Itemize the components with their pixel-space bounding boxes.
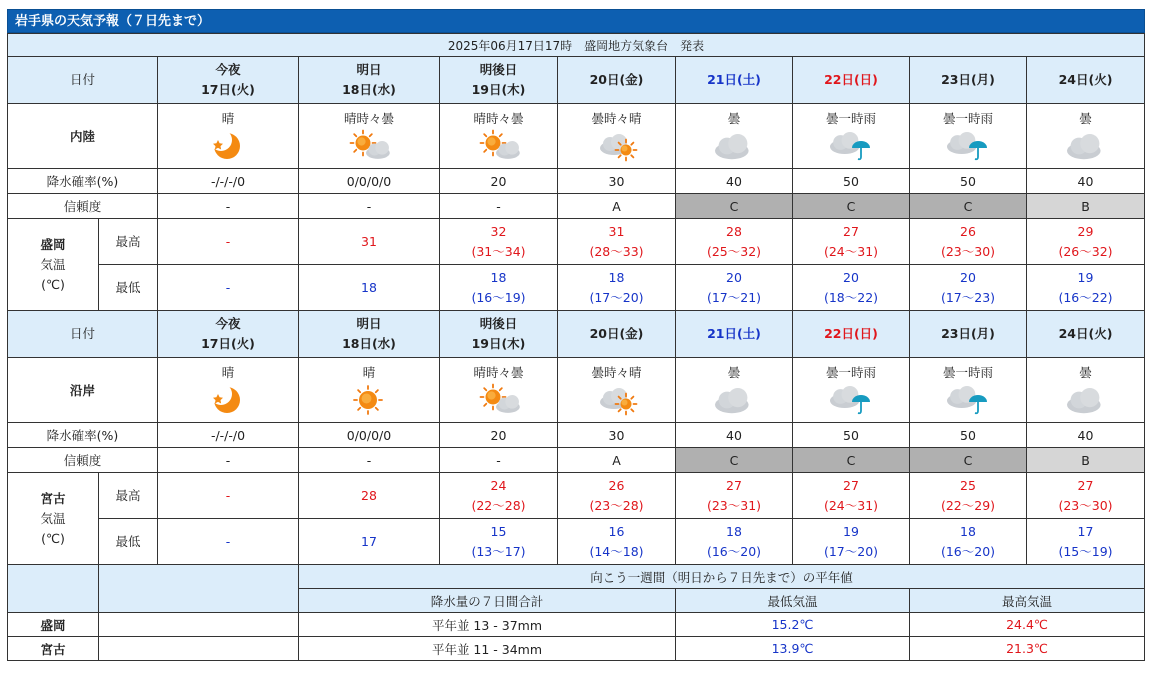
forecast-panel <box>7 9 1145 661</box>
reliability-value: C <box>793 194 910 219</box>
max-temp: 31 <box>361 233 377 249</box>
min-temp-range: (17～20) <box>589 289 644 305</box>
day-label: 明日 <box>356 62 382 77</box>
reliability-value: - <box>299 448 440 473</box>
day-date: 18日(水) <box>342 336 396 351</box>
max-label: 最高 <box>99 219 158 265</box>
sun-cloud-icon <box>346 128 392 164</box>
day-date: 17日(火) <box>201 336 255 351</box>
cloud-rain-icon <box>828 382 874 418</box>
day-header <box>793 311 910 358</box>
day-label: 24日(火) <box>1058 72 1113 87</box>
max-temp-range: (22～28) <box>471 497 526 513</box>
min-temp-cell <box>910 519 1027 565</box>
reliability-value: - <box>440 194 558 219</box>
min-temp-cell <box>793 265 910 311</box>
min-temp: 20 <box>960 269 976 285</box>
normals-city: 宮古 <box>8 637 99 661</box>
max-temp-cell <box>793 219 910 265</box>
normals-empty <box>99 613 299 637</box>
min-temp: 18 <box>726 523 742 539</box>
city-temp-label <box>8 219 99 311</box>
issued-info: 2025年06月17日17時 盛岡地方気象台 発表 <box>8 34 1145 57</box>
pop-label: 降水確率(%) <box>8 423 158 448</box>
max-temp-cell <box>158 219 299 265</box>
normals-min: 15.2℃ <box>676 613 910 637</box>
min-temp-range: (18～22) <box>823 289 879 305</box>
temp-label: 気温 <box>40 256 66 272</box>
max-temp-cell <box>558 473 676 519</box>
day-label: 23日(月) <box>941 326 995 341</box>
weather-text: 晴時々曇 <box>343 111 394 126</box>
min-temp-range: (14～18) <box>589 543 644 559</box>
weather-cell <box>558 104 676 169</box>
day-header <box>793 57 910 104</box>
max-temp-cell <box>440 219 558 265</box>
max-temp-range: (26～32) <box>1058 243 1113 259</box>
pop-value: 50 <box>910 423 1027 448</box>
min-temp: 16 <box>608 523 625 539</box>
min-temp: 18 <box>960 523 976 539</box>
day-label: 20日(金) <box>589 326 644 341</box>
max-temp-cell <box>158 473 299 519</box>
weather-text: 曇一時雨 <box>942 365 993 380</box>
min-temp-cell <box>158 265 299 311</box>
normals-max: 24.4℃ <box>910 613 1145 637</box>
pop-value: 0/0/0/0 <box>299 423 440 448</box>
max-temp-cell <box>1027 473 1145 519</box>
min-temp-cell <box>299 265 440 311</box>
min-temp-cell <box>676 519 793 565</box>
max-temp-cell <box>793 473 910 519</box>
max-temp: 27 <box>726 477 742 493</box>
pop-value: 40 <box>676 423 793 448</box>
min-label: 最低 <box>99 265 158 311</box>
min-temp: 19 <box>843 523 859 539</box>
cloud-icon <box>711 382 757 418</box>
min-temp-range: (17～23) <box>940 289 996 305</box>
min-temp: 18 <box>361 279 377 295</box>
min-temp-range: (17～21) <box>706 289 762 305</box>
panel-title: 岩手県の天気予報（７日先まで） <box>7 9 1145 33</box>
min-temp-range: (17～20) <box>823 543 879 559</box>
weather-text: 曇 <box>1079 111 1092 126</box>
day-date: 19日(木) <box>471 82 526 97</box>
pop-value: 30 <box>558 423 676 448</box>
min-temp-range: (16～19) <box>471 289 526 305</box>
day-header <box>910 311 1027 358</box>
day-header <box>440 57 558 104</box>
min-label: 最低 <box>99 519 158 565</box>
temp-label: 気温 <box>40 510 66 526</box>
min-temp: 18 <box>608 269 625 285</box>
min-temp-range: (13～17) <box>471 543 526 559</box>
weather-cell <box>558 358 676 423</box>
sun-cloud-icon <box>476 128 522 164</box>
pop-value: 20 <box>440 423 558 448</box>
cloud-icon <box>711 128 757 164</box>
day-label: 明後日 <box>479 316 518 331</box>
weather-text: 曇時々晴 <box>591 365 642 380</box>
cloud-rain-icon <box>945 382 991 418</box>
weather-cell <box>440 358 558 423</box>
pop-value: -/-/-/0 <box>158 169 299 194</box>
city-name: 宮古 <box>40 490 66 506</box>
reliability-value: C <box>910 448 1027 473</box>
cloud-sun-icon <box>594 382 640 418</box>
day-label: 21日(土) <box>707 326 761 341</box>
weather-text: 晴 <box>221 365 235 380</box>
weather-cell <box>910 358 1027 423</box>
date-header-label: 日付 <box>8 57 158 104</box>
day-header <box>158 57 299 104</box>
max-temp-range: (24～31) <box>823 497 879 513</box>
weather-text: 曇一時雨 <box>942 111 993 126</box>
day-header <box>299 311 440 358</box>
moon-icon <box>205 382 251 418</box>
max-temp: - <box>225 233 231 249</box>
min-temp-cell <box>440 519 558 565</box>
pop-value: 40 <box>1027 423 1145 448</box>
day-header <box>1027 311 1145 358</box>
max-temp-range: (25～32) <box>706 243 762 259</box>
max-temp: 31 <box>608 223 625 239</box>
day-header <box>558 311 676 358</box>
reliability-value: B <box>1027 194 1145 219</box>
day-header <box>910 57 1027 104</box>
pop-value: 50 <box>793 423 910 448</box>
min-temp: 18 <box>490 269 507 285</box>
pop-value: 40 <box>1027 169 1145 194</box>
forecast-table <box>7 33 1145 661</box>
normals-blank <box>99 565 299 613</box>
reliability-value: - <box>299 194 440 219</box>
normals-caption: 向こう一週間（明日から７日先まで）の平年値 <box>299 565 1145 589</box>
min-temp-cell <box>793 519 910 565</box>
city-temp-label <box>8 473 99 565</box>
day-date: 18日(水) <box>342 82 396 97</box>
temp-unit: (℃) <box>41 276 65 292</box>
normals-precip: 平年並 13 - 37mm <box>299 613 676 637</box>
min-temp: 20 <box>726 269 742 285</box>
city-name: 盛岡 <box>40 236 66 252</box>
max-temp-cell <box>558 219 676 265</box>
max-temp-range: (28～33) <box>589 243 644 259</box>
day-label: 今夜 <box>215 62 241 77</box>
max-temp: 24 <box>490 477 507 493</box>
max-temp-range: (23～31) <box>706 497 762 513</box>
normals-city: 盛岡 <box>8 613 99 637</box>
pop-value: -/-/-/0 <box>158 423 299 448</box>
reliability-label: 信頼度 <box>8 448 158 473</box>
max-temp: 26 <box>960 223 976 239</box>
min-temp: - <box>225 533 231 549</box>
normals-min: 13.9℃ <box>676 637 910 661</box>
reliability-value: - <box>158 448 299 473</box>
weather-cell <box>793 358 910 423</box>
cloud-rain-icon <box>945 128 991 164</box>
day-date: 19日(木) <box>471 336 526 351</box>
min-temp: 15 <box>490 523 507 539</box>
max-temp-cell <box>676 473 793 519</box>
weather-cell <box>299 104 440 169</box>
reliability-value: C <box>676 448 793 473</box>
weather-text: 曇 <box>727 365 741 380</box>
max-temp-range: (23～30) <box>940 243 996 259</box>
weather-cell <box>158 104 299 169</box>
min-temp-cell <box>910 265 1027 311</box>
max-temp-range: (22～29) <box>940 497 996 513</box>
cloud-sun-icon <box>594 128 640 164</box>
min-temp-range: (15～19) <box>1058 543 1113 559</box>
min-temp-cell <box>558 519 676 565</box>
weather-text: 曇 <box>1079 365 1092 380</box>
pop-value: 20 <box>440 169 558 194</box>
reliability-value: C <box>676 194 793 219</box>
weather-cell <box>158 358 299 423</box>
normals-min-header: 最低気温 <box>676 589 910 613</box>
min-temp: - <box>225 279 231 295</box>
reliability-value: B <box>1027 448 1145 473</box>
min-temp: 17 <box>1077 523 1094 539</box>
day-label: 24日(火) <box>1058 326 1113 341</box>
normals-empty <box>99 637 299 661</box>
max-temp: 25 <box>960 477 976 493</box>
max-temp-range: (23～30) <box>1058 497 1113 513</box>
normals-precip-header: 降水量の７日間合計 <box>299 589 676 613</box>
day-label: 20日(金) <box>589 72 644 87</box>
max-label: 最高 <box>99 473 158 519</box>
day-header <box>158 311 299 358</box>
day-header <box>676 57 793 104</box>
day-label: 23日(月) <box>941 72 995 87</box>
moon-icon <box>205 128 251 164</box>
day-label: 22日(日) <box>824 326 878 341</box>
min-temp-range: (16～22) <box>1058 289 1113 305</box>
min-temp-cell <box>676 265 793 311</box>
max-temp-range: (24～31) <box>823 243 879 259</box>
max-temp: 29 <box>1077 223 1094 239</box>
weather-cell <box>440 104 558 169</box>
cloud-rain-icon <box>828 128 874 164</box>
day-header <box>299 57 440 104</box>
pop-label: 降水確率(%) <box>8 169 158 194</box>
min-temp-cell <box>299 519 440 565</box>
weather-text: 晴 <box>221 111 235 126</box>
weather-text: 晴時々曇 <box>473 365 524 380</box>
max-temp: 27 <box>1077 477 1094 493</box>
weather-text: 晴 <box>362 365 376 380</box>
max-temp-cell <box>299 219 440 265</box>
sun-icon <box>346 382 392 418</box>
pop-value: 50 <box>910 169 1027 194</box>
weather-cell <box>676 104 793 169</box>
max-temp: 27 <box>843 223 859 239</box>
weather-cell <box>1027 358 1145 423</box>
weather-cell <box>676 358 793 423</box>
max-temp-cell <box>1027 219 1145 265</box>
region-label: 内陸 <box>8 104 158 169</box>
reliability-value: - <box>158 194 299 219</box>
weather-cell <box>299 358 440 423</box>
reliability-value: C <box>910 194 1027 219</box>
max-temp-cell <box>910 219 1027 265</box>
pop-value: 30 <box>558 169 676 194</box>
weather-cell <box>1027 104 1145 169</box>
day-label: 22日(日) <box>824 72 878 87</box>
min-temp: 17 <box>361 533 377 549</box>
weather-cell <box>793 104 910 169</box>
date-header-label: 日付 <box>8 311 158 358</box>
min-temp-cell <box>1027 265 1145 311</box>
weather-text: 曇 <box>727 111 741 126</box>
max-temp-cell <box>440 473 558 519</box>
day-header <box>676 311 793 358</box>
day-label: 今夜 <box>215 316 241 331</box>
cloud-icon <box>1063 382 1109 418</box>
max-temp: 32 <box>490 223 507 239</box>
max-temp-cell <box>299 473 440 519</box>
max-temp: 28 <box>361 487 377 503</box>
day-header <box>440 311 558 358</box>
normals-precip: 平年並 11 - 34mm <box>299 637 676 661</box>
day-header <box>1027 57 1145 104</box>
min-temp-cell <box>440 265 558 311</box>
weather-text: 曇一時雨 <box>825 111 876 126</box>
weather-cell <box>910 104 1027 169</box>
min-temp: 19 <box>1077 269 1094 285</box>
reliability-value: A <box>558 194 676 219</box>
day-date: 17日(火) <box>201 82 255 97</box>
sun-cloud-icon <box>476 382 522 418</box>
pop-value: 50 <box>793 169 910 194</box>
pop-value: 40 <box>676 169 793 194</box>
max-temp-cell <box>910 473 1027 519</box>
weather-text: 曇時々晴 <box>591 111 642 126</box>
normals-max-header: 最高気温 <box>910 589 1145 613</box>
day-label: 明後日 <box>479 62 518 77</box>
max-temp-range: (23～28) <box>589 497 644 513</box>
max-temp-range: (31～34) <box>471 243 526 259</box>
min-temp-cell <box>558 265 676 311</box>
min-temp-cell <box>158 519 299 565</box>
weather-text: 曇一時雨 <box>825 365 876 380</box>
max-temp: 27 <box>843 477 859 493</box>
weather-text: 晴時々曇 <box>473 111 524 126</box>
reliability-label: 信頼度 <box>8 194 158 219</box>
reliability-value: C <box>793 448 910 473</box>
reliability-value: - <box>440 448 558 473</box>
day-label: 明日 <box>356 316 382 331</box>
min-temp-range: (16～20) <box>940 543 996 559</box>
pop-value: 0/0/0/0 <box>299 169 440 194</box>
day-label: 21日(土) <box>707 72 761 87</box>
temp-unit: (℃) <box>41 530 65 546</box>
region-label: 沿岸 <box>8 358 158 423</box>
reliability-value: A <box>558 448 676 473</box>
max-temp: - <box>225 487 231 503</box>
min-temp-cell <box>1027 519 1145 565</box>
min-temp: 20 <box>843 269 859 285</box>
day-header <box>558 57 676 104</box>
min-temp-range: (16～20) <box>706 543 762 559</box>
normals-blank <box>8 565 99 613</box>
normals-max: 21.3℃ <box>910 637 1145 661</box>
max-temp-cell <box>676 219 793 265</box>
max-temp: 26 <box>608 477 625 493</box>
max-temp: 28 <box>726 223 742 239</box>
cloud-icon <box>1063 128 1109 164</box>
